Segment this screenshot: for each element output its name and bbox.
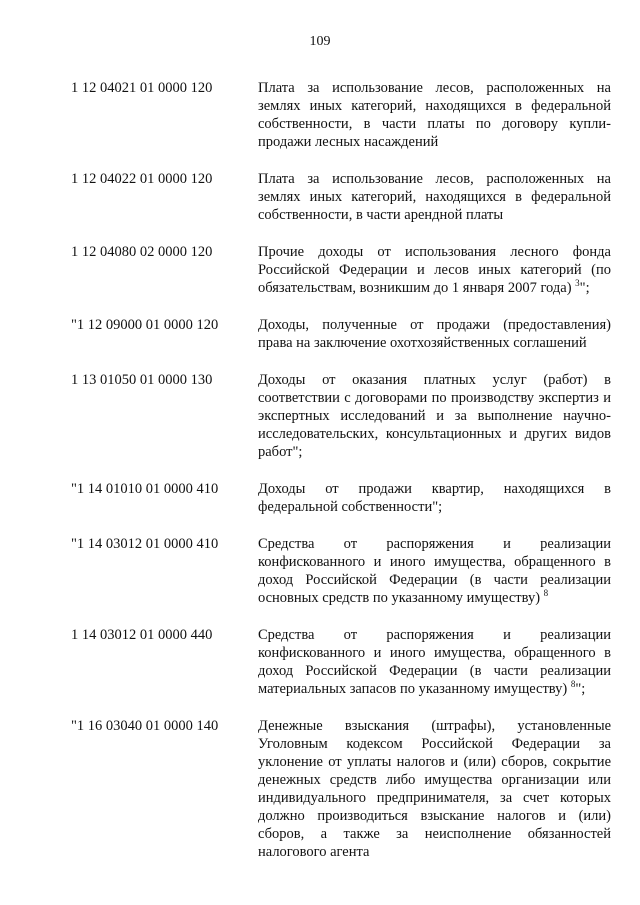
revenue-description [258,371,611,461]
table-row [71,371,611,461]
budget-code: "1 16 03040 01 0000 140 [71,718,219,734]
description-text: Доходы от продажи квартир, находящихся в федеральной собственности"; [258,481,611,515]
budget-code: 1 12 04080 02 0000 120 [71,244,213,260]
footnote-ref: 8 [570,679,576,690]
budget-code: "1 14 01010 01 0000 410 [71,481,219,497]
budget-code: 1 13 01050 01 0000 130 [71,372,213,388]
budget-code: 1 14 03012 01 0000 440 [71,627,213,643]
revenue-description [258,480,611,516]
table-row [71,243,611,297]
budget-code: "1 12 09000 01 0000 120 [71,317,219,333]
revenue-code-table [71,79,611,880]
revenue-description [258,243,611,297]
table-row [71,717,611,861]
revenue-description [258,535,611,607]
revenue-description [258,79,611,151]
description-text: Средства от распоряжения и реализации конфискованного и иного имущества, обращенного в доход Российской Федерации (в части реализации основных средств по указанному имуществу) [258,536,611,606]
footnote-ref: 8 [543,588,549,599]
closing-quote: "; [575,681,586,697]
table-row [71,79,611,151]
description-text: Доходы от оказания платных услуг (работ) в соответствии с договорами по производству экспертиз и экспертных исследований и за выполнение научно-исследовательских, консультационных и других видов работ"; [258,372,611,460]
description-text: Денежные взыскания (штрафы), установленные Уголовным кодексом Российской Федерации за уклонение от уплаты налогов и (или) сборов, сокрытие денежных средств либо имущества организации или индивидуального предпринимателя, за счет которых должно производиться взыскание налогов и (или) сборов, а также за неисполнение обязанностей налогового агента [258,718,611,860]
footnote-ref: 3 [575,278,580,289]
budget-code: "1 14 03012 01 0000 410 [71,536,219,552]
table-row [71,480,611,516]
page-number: 109 [309,34,331,49]
revenue-description [258,626,611,698]
revenue-description [258,717,611,861]
revenue-description [258,316,611,352]
description-text: Прочие доходы от использования лесного фонда Российской Федерации и лесов иных категорий (по обязательствам, возникшим до 1 января 2007 года) [258,244,611,296]
table-row [71,316,611,352]
table-row [71,170,611,224]
budget-code: 1 12 04022 01 0000 120 [71,171,213,187]
description-text: Средства от распоряжения и реализации конфискованного и иного имущества, обращенного в доход Российской Федерации (в части реализации материальных запасов по указанному имуществу) [258,627,611,697]
budget-code: 1 12 04021 01 0000 120 [71,80,213,96]
description-text: Доходы, полученные от продажи (предоставления) права на заключение охотхозяйственных соглашений [258,317,611,351]
closing-quote: "; [579,280,590,296]
revenue-description [258,170,611,224]
description-text: Плата за использование лесов, расположенных на землях иных категорий, находящихся в федеральной собственности, в части арендной платы [258,171,611,223]
table-row [71,535,611,607]
table-row [71,626,611,698]
description-text: Плата за использование лесов, расположенных на землях иных категорий, находящихся в федеральной собственности, в части платы по договору купли-продажи лесных насаждений [258,80,611,150]
